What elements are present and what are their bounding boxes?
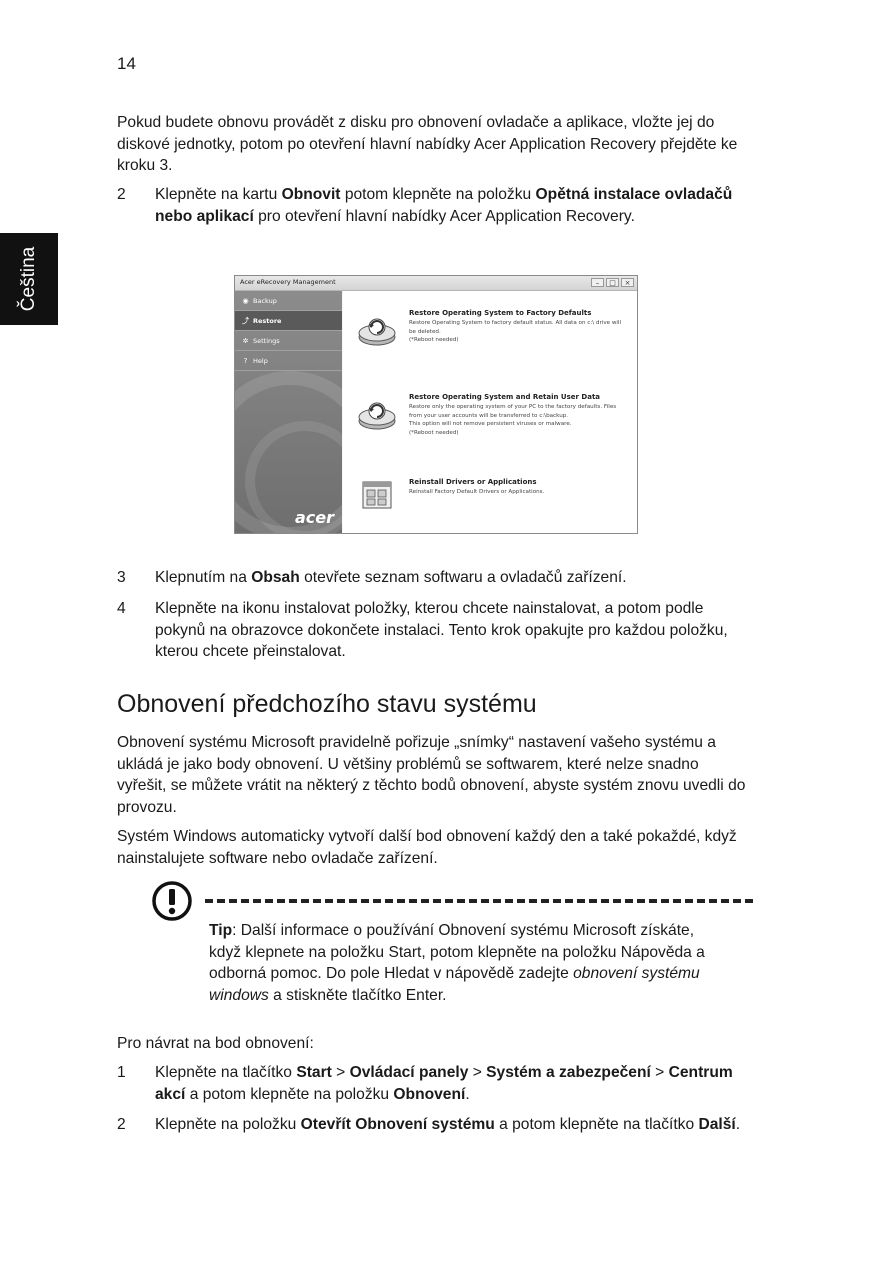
page-number: 14: [117, 54, 136, 73]
exclamation-icon: [151, 880, 193, 922]
paragraph: Obnovení systému Microsoft pravidelně pořizuje „snímky“ nastavení vašeho systému a ukládá je jako body obnovení. U většiny problémů se softwarem, které nelze snadno vyřešit, se můžete vrátit na některý z těchto bodů obnovení, abyste systém znovu uvedli do provozu.: [117, 734, 746, 816]
disk-restore-icon: [357, 399, 397, 431]
application-window-icon: [357, 478, 397, 510]
step-4-text: Klepněte na ikonu instalovat položky, kterou chcete nainstalovat, a potom podle pokynů na obrazovce dokončete instalaci. Tento krok opakujte pro každou položku, kterou chcete přeinstalovat.: [155, 600, 728, 660]
intro-paragraph: Pokud budete obnovu provádět z disku pro obnovení ovladače a aplikace, vložte jej do diskové jednotky, potom po otevření hlavní nabídky Acer Application Recovery přejděte ke kroku 3.: [117, 114, 738, 174]
option-description: Restore Operating System to factory default status. All data on c:\ drive will be deleted. (*Reboot needed): [409, 320, 622, 344]
option-description: Reinstall Factory Default Drivers or Applications.: [409, 489, 545, 495]
return-step-1-text: Klepněte na tlačítko Start > Ovládací panely > Systém a zabezpečení > Centrum akcí a potom klepněte na položku Obnovení.: [155, 1064, 733, 1103]
erecovery-screenshot: [234, 275, 638, 534]
step-number: 1: [117, 1064, 126, 1081]
step-number: 3: [117, 569, 126, 586]
tip-divider: [205, 899, 753, 903]
nav-backup: ◉ Backup: [235, 291, 342, 311]
option-title: Restore Operating System to Factory Defaults: [409, 309, 592, 317]
option-title: Restore Operating System and Retain User Data: [409, 393, 601, 401]
window-sidebar: [235, 291, 342, 533]
return-step-2-text: Klepněte na položku Otevřít Obnovení systému a potom klepněte na tlačítko Další.: [155, 1116, 741, 1133]
nav-settings: ✲ Settings: [235, 331, 342, 351]
help-icon: ?: [243, 356, 248, 365]
language-tab-label: Čeština: [18, 246, 39, 312]
step-number: 2: [117, 1116, 126, 1133]
settings-icon: ✲: [242, 336, 249, 345]
step-number: 2: [117, 186, 126, 203]
nav-restore: ⤴ Restore: [235, 311, 342, 331]
option-reinstall-drivers: [357, 478, 631, 518]
disk-restore-icon: [357, 315, 397, 347]
option-title: Reinstall Drivers or Applications: [409, 478, 537, 486]
acer-logo: acer: [294, 508, 334, 527]
step-3-text: Klepnutím na Obsah otevřete seznam softwaru a ovladačů zařízení.: [155, 569, 627, 586]
option-factory-defaults: [357, 309, 631, 369]
section-heading: Obnovení předchozího stavu systému: [117, 690, 537, 718]
return-intro: Pro návrat na bod obnovení:: [117, 1035, 314, 1052]
maximize-button: □: [606, 278, 619, 287]
backup-icon: ◉: [242, 296, 249, 305]
restore-icon: ⤴: [242, 316, 249, 325]
window-title: Acer eRecovery Management: [240, 278, 336, 286]
window-title-bar: [235, 276, 637, 291]
close-button: ×: [621, 278, 634, 287]
language-tab: [0, 233, 58, 325]
step-number: 4: [117, 600, 126, 617]
option-description: Restore only the operating system of your PC to the factory defaults. Files from your user accounts will be transferred to c:\backup. This option will not remove persistent viruses or malware. (*Reboot needed): [409, 404, 617, 436]
tip-text: Tip: Další informace o používání Obnovení systému Microsoft získáte, když klepnete na položku Start, potom klepněte na položku Nápověda a odborná pomoc. Do pole Hledat v nápovědě zadejte obnovení systému windows a stiskněte tlačítko Enter.: [209, 922, 705, 1004]
paragraph: Systém Windows automaticky vytvoří další bod obnovení každý den a také pokaždé, když nainstalujete software nebo ovladače zařízení.: [117, 828, 737, 867]
window-content: [343, 291, 637, 533]
option-retain-user-data: [357, 393, 631, 463]
step-2-text: Klepněte na kartu Obnovit potom klepněte na položku Opětná instalace ovladačů nebo aplikací pro otevření hlavní nabídky Acer Application Recovery.: [155, 186, 733, 225]
nav-help: ? Help: [235, 351, 342, 371]
minimize-button: –: [591, 278, 604, 287]
